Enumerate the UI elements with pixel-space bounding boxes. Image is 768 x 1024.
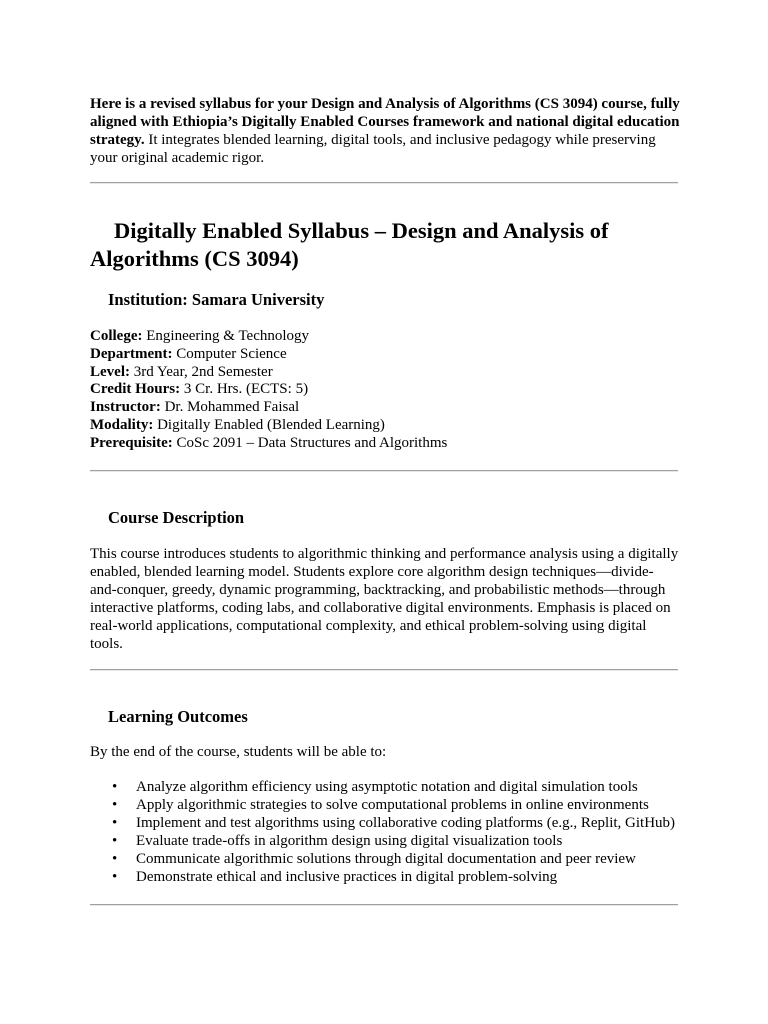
bullet-icon: • bbox=[112, 796, 118, 813]
list-item: • Communicate algorithmic solutions through digital documentation and peer review bbox=[112, 850, 636, 867]
bullet-icon: • bbox=[112, 814, 118, 831]
intro-text: It integrates blended learning, digital tools, and inclusive pedagogy while preserving your original academic rigor. bbox=[90, 132, 656, 166]
detail-prerequisite: Prerequisite: CoSc 2091 – Data Structures and Algorithms bbox=[90, 434, 448, 451]
institution-heading: Institution: Samara University bbox=[108, 290, 325, 309]
bullet-icon: • bbox=[112, 832, 118, 849]
learning-outcomes-heading: Learning Outcomes bbox=[108, 707, 248, 726]
detail-college: College: Engineering & Technology bbox=[90, 328, 310, 344]
bullet-icon: • bbox=[112, 779, 118, 795]
intro-bold-text: Here is a revised syllabus for your Design and Analysis of Algorithms (CS 3094) course, fully aligned with Ethiopia’s Digitally Enabled Courses framework and national digital education strategy. bbox=[90, 96, 680, 148]
course-description-text: This course introduces students to algorithmic thinking and performance analysis using a digitally enabled, blended learning model. Students explore core algorithm design techniques—divide-and-conquer, greedy, dynamic programming, backtracking, and probabilistic methods—through interactive platforms, coding labs, and collaborative digital environments. Emphasis is placed on real-world applications, computational complexity, and ethical problem-solving using digital tools. bbox=[90, 546, 679, 652]
course-details bbox=[90, 328, 680, 453]
list-item: • Implement and test algorithms using collaborative coding platforms (e.g., Replit, GitHub) bbox=[112, 814, 676, 831]
detail-instructor: Instructor: Dr. Mohammed Faisal bbox=[90, 399, 300, 416]
detail-modality: Modality: Digitally Enabled (Blended Learning) bbox=[90, 416, 385, 433]
list-item: • Analyze algorithm efficiency using asymptotic notation and digital simulation tools bbox=[112, 779, 638, 795]
list-item: • Demonstrate ethical and inclusive practices in digital problem-solving bbox=[112, 868, 558, 885]
detail-department: Department: Computer Science bbox=[90, 345, 287, 362]
detail-level: Level: 3rd Year, 2nd Semester bbox=[90, 363, 273, 380]
bullet-icon: • bbox=[112, 868, 118, 885]
list-item: • Evaluate trade-offs in algorithm design using digital visualization tools bbox=[112, 832, 563, 849]
learning-outcomes-list bbox=[90, 779, 690, 886]
page-title: Digitally Enabled Syllabus – Design and Analysis of Algorithms (CS 3094) bbox=[90, 218, 609, 271]
list-item: • Apply algorithmic strategies to solve computational problems in online environments bbox=[112, 796, 649, 813]
course-description-heading: Course Description bbox=[108, 508, 245, 527]
detail-credit-hours: Credit Hours: 3 Cr. Hrs. (ECTS: 5) bbox=[90, 381, 309, 398]
divider bbox=[90, 669, 678, 671]
divider bbox=[90, 470, 678, 472]
divider bbox=[90, 182, 678, 184]
bullet-icon: • bbox=[112, 850, 118, 867]
divider bbox=[90, 904, 678, 906]
learning-outcomes-lead: By the end of the course, students will be able to: bbox=[90, 744, 387, 760]
intro-paragraph bbox=[90, 95, 680, 167]
